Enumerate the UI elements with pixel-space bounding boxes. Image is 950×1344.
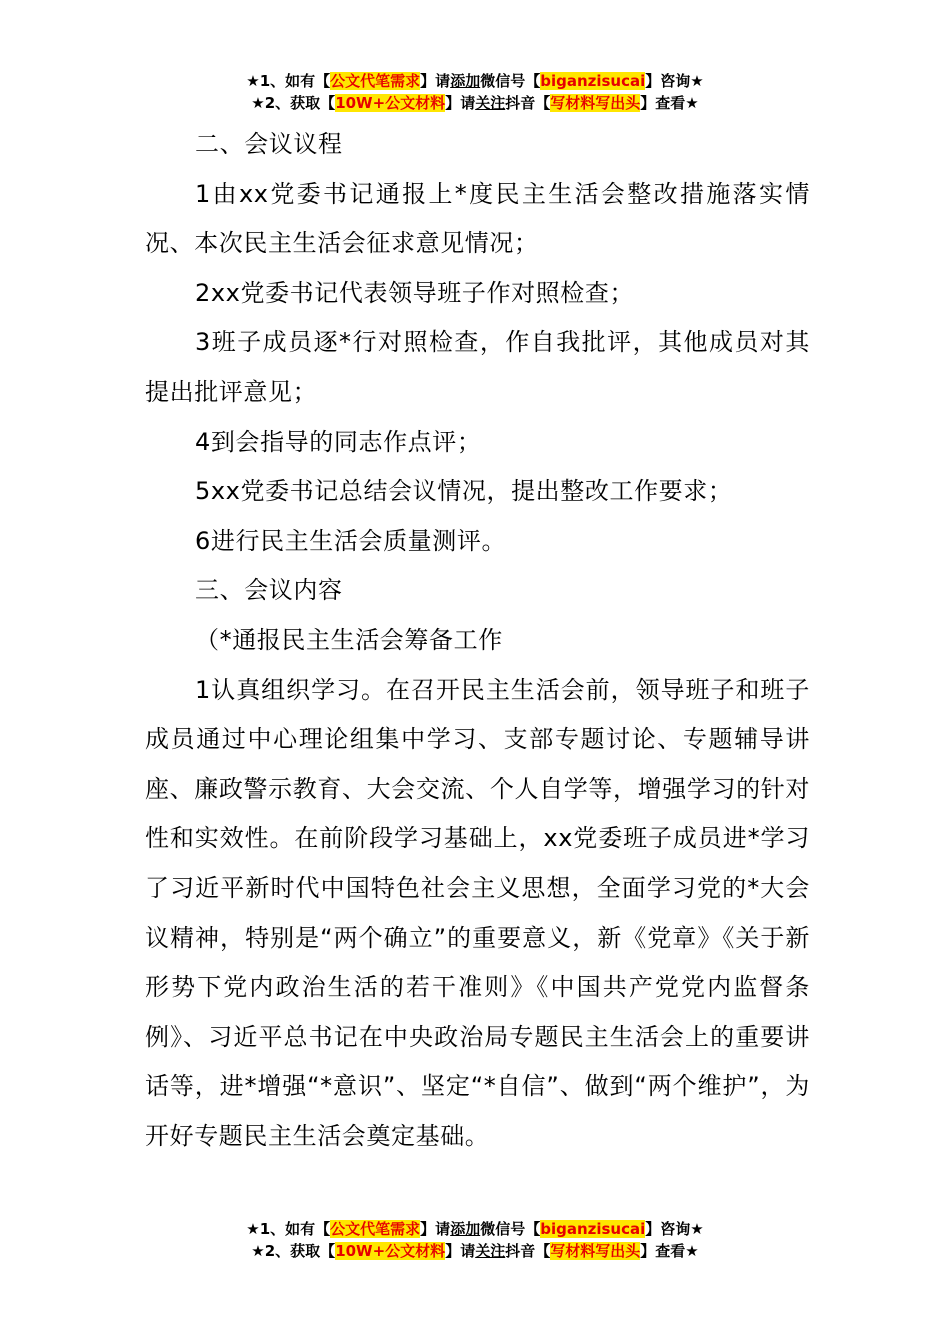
highlight-materials: 10W+公文材料 [335,94,446,112]
section-heading-agenda: 二、会议议程 [195,130,343,158]
highlight-wechat-id: biganzisucai [540,1220,646,1238]
promo-line-1: ★1、如有【公文代笔需求】请添加微信号【biganzisucai】咨询★ [246,1220,704,1238]
highlight-materials: 10W+公文材料 [335,1242,446,1260]
section-heading-content: 三、会议内容 [195,576,343,605]
agenda-item-1: 1由xx党委书记通报上*度民主生活会整改措施落实情况、本次民主生活会征求意见情况； [145,179,810,258]
promo-banner-bottom [0,1218,950,1262]
document-body [145,120,810,1161]
agenda-item-4: 4到会指导的同志作点评； [195,427,482,456]
highlight-service: 公文代笔需求 [330,1220,421,1238]
agenda-item-3: 3班子成员逐*行对照检查，作自我批评，其他成员对其提出批评意见； [145,328,810,406]
agenda-item-6: 6进行民主生活会质量测评。 [195,526,507,555]
promo-line-2: ★2、获取【10W+公文材料】请关注抖音【写材料写出头】查看★ [251,94,699,112]
highlight-service: 公文代笔需求 [330,72,421,90]
subsection-heading: （*通报民主生活会筹备工作 [195,625,503,654]
highlight-wechat-id: biganzisucai [540,72,646,90]
content-paragraph-study: 1认真组织学习。在召开民主生活会前，领导班子和班子成员通过中心理论组集中学习、支部专题讨论、专题辅导讲座、廉政警示教育、大会交流、个人自学等，增强学习的针对性和实效性。在前阶段学习基础上，xx党委班子成员进*学习了习近平新时代中国特色社会主义思想，全面学习党的*大会议精神，特别是“两个确立”的重要意义，新《党章》《关于新形势下党内政治生活的若干准则》《中国共产党党内监督条例》、习近平总书记在中央政治局专题民主生活会上的重要讲话等，进*增强“*意识”、坚定“*自信”、做到“两个维护”，为开好专题民主生活会奠定基础。 [145,675,810,1150]
highlight-douyin-account: 写材料写出头 [550,1242,641,1260]
promo-line-1: ★1、如有【公文代笔需求】请添加微信号【biganzisucai】咨询★ [246,72,704,90]
promo-line-2: ★2、获取【10W+公文材料】请关注抖音【写材料写出头】查看★ [251,1242,699,1260]
highlight-douyin-account: 写材料写出头 [550,94,641,112]
promo-banner-top [0,70,950,114]
agenda-item-5: 5xx党委书记总结会议情况，提出整改工作要求； [195,477,733,506]
agenda-item-2: 2xx党委书记代表领导班子作对照检查； [195,278,635,307]
